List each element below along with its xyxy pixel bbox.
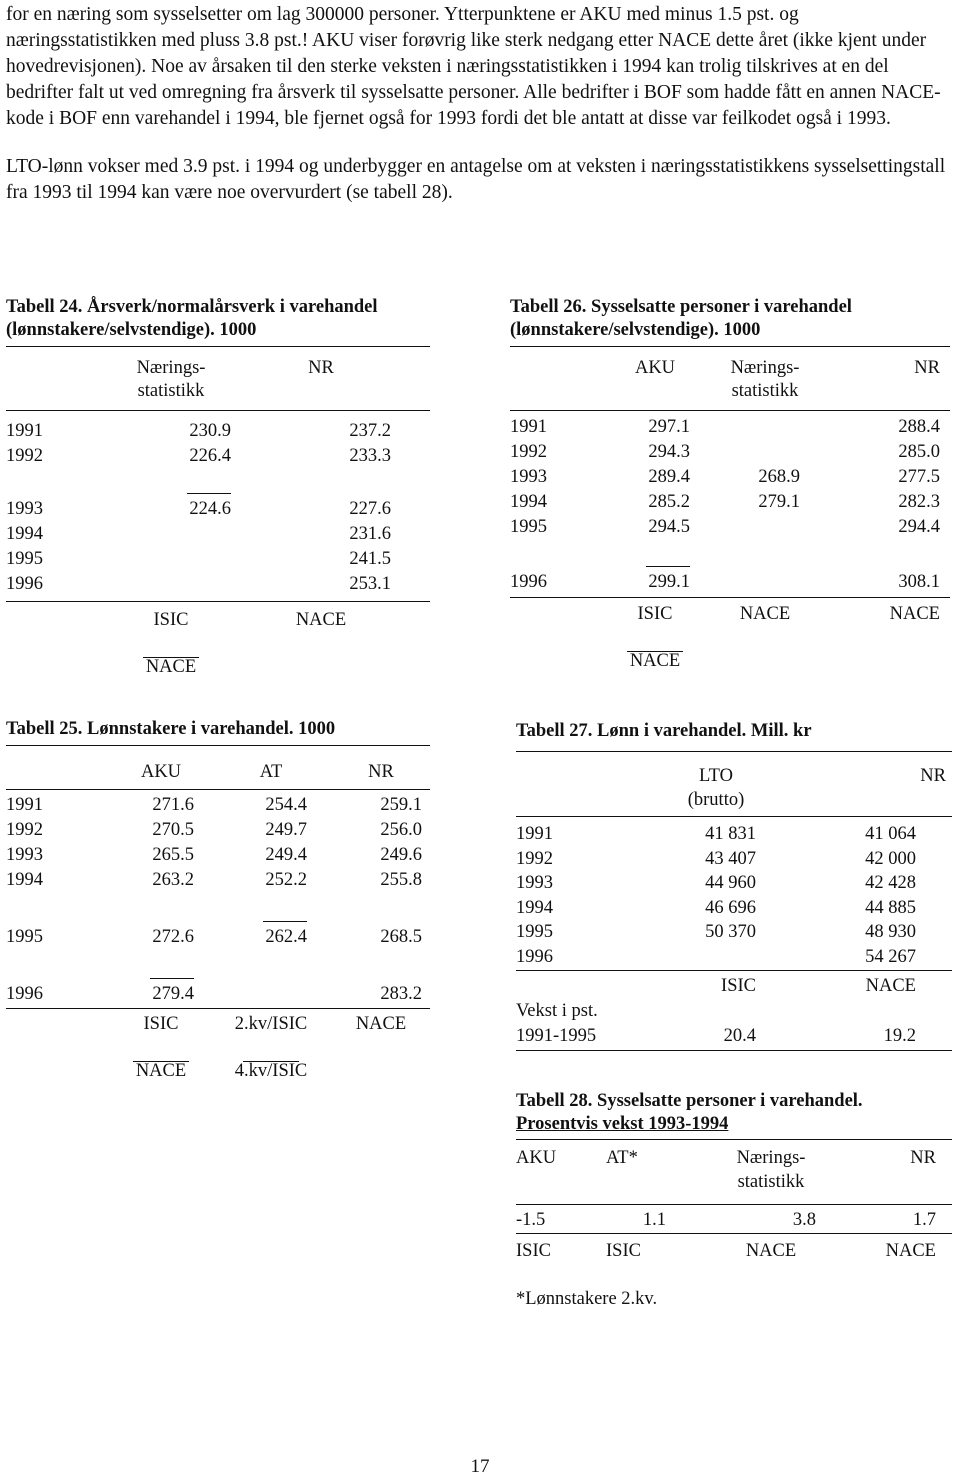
- table-28-values: -1.5 1.1 3.8 1.7: [516, 1210, 936, 1230]
- table-row: 1993: [6, 499, 43, 519]
- table-28-note: *Lønnstakere 2.kv.: [516, 1289, 658, 1309]
- table-row: 1993: [6, 845, 43, 865]
- table-25-footer: ISIC 2.kv/ISIC NACE NACE 4.kv/ISIC: [6, 1012, 430, 1084]
- table-row: 1993: [510, 467, 547, 487]
- table-row: 1995: [510, 517, 547, 537]
- table-27-footer: ISIC NACE Vekst i pst. 1991-1995 20.4 19.2: [516, 974, 952, 1049]
- table-28-header: AKU AT* Nærings- statistikk NR: [516, 1148, 936, 1192]
- table-26-header: AKU Nærings- statistikk NR: [634, 358, 940, 401]
- table-25-body: 1991 271.6 254.4 259.1 1992 270.5 249.7 256.0 1993 265.5 249.4 249.6 1994 263.2 252.2 255.8 1995 272.6 262.4 268.5 1996 279.4 283.2: [6, 793, 430, 1007]
- table-row: 1992: [6, 446, 43, 466]
- table-row: 1991: [510, 417, 547, 437]
- table-24-header: Nærings- statistikk NR: [136, 358, 334, 401]
- table-26-footer: ISIC NACE NACE NACE: [510, 602, 950, 674]
- table-27-title: Tabell 27. Lønn i varehandel. Mill. kr: [516, 721, 812, 741]
- table-row: 1992: [510, 442, 547, 462]
- table-27: [516, 720, 952, 1051]
- table-24-title: Tabell 24. Årsverk/normalårsverk i varehandel (lønnstakere/selvstendige). 1000: [6, 297, 378, 340]
- table-26-title: Tabell 26. Sysselsatte personer i varehandel (lønnstakere/selvstendige). 1000: [510, 297, 852, 340]
- table-25: [6, 718, 430, 1084]
- table-row: 1991: [516, 824, 553, 844]
- table-row: 1992: [6, 820, 43, 840]
- table-24-body: 1991 230.9 237.2 1992 226.4 233.3 1993 224.6 227.6 1994 231.6 1995 241.5 1996 253.1: [6, 419, 430, 597]
- growth-period: 1991-1995: [516, 1026, 597, 1046]
- table-row: 1993: [516, 873, 553, 893]
- intro-text: [6, 2, 951, 206]
- table-row: 1991: [6, 795, 43, 815]
- table-row: 1994: [516, 897, 553, 918]
- table-24: [6, 296, 430, 680]
- table-28-title: Tabell 28. Sysselsatte personer i varehandel. Prosentvis vekst 1993-1994: [516, 1091, 863, 1134]
- table-row: 1991: [6, 421, 43, 441]
- table-27-header: LTO (brutto) NR: [687, 766, 946, 810]
- table-25-title: Tabell 25. Lønnstakere i varehandel. 1000: [6, 719, 336, 739]
- table-row: 1994: [6, 870, 43, 890]
- table-row: 1995: [6, 549, 43, 569]
- table-25-header: AKU AT NR: [140, 762, 394, 782]
- table-27-body: 1991 41 831 41 064 1992 43 407 42 000 1993 44 960 42 428 1994 46 696 44 885 1995 50 370 48 930 1996 54 267: [516, 822, 952, 969]
- table-row: 1996: [6, 984, 43, 1004]
- table-row: 1994: [6, 524, 43, 544]
- growth-label: Vekst i pst.: [516, 1001, 598, 1021]
- table-28: [516, 1090, 952, 1310]
- table-row: 1996: [516, 946, 553, 967]
- table-26-body: 1991 297.1 288.4 1992 294.3 285.0 1993 289.4 268.9 277.5 1994 285.2 279.1 282.3 1995 294.5 294.4 1996 299.1 308.1: [510, 415, 950, 595]
- table-row: 1992: [516, 848, 553, 869]
- table-row: 1995: [516, 922, 553, 942]
- table-row: 1994: [510, 492, 547, 512]
- table-24-footer: ISIC NACE NACE: [6, 608, 430, 680]
- intro-paragraph-1: for en næring som sysselsetter om lag 300000 personer. Ytterpunktene er AKU med minus 1.5 pst. og næringsstatistikken med pluss 3.8 pst.! AKU viser forøvrig like sterk nedgang etter NACE dette året (ikke kjent under hovedrevisjonen). Noe av årsaken til den sterke veksten i næringsstatistikken i 1994 kan trolig tilskrives at en del bedrifter falt ut ved omregning fra årsverk til sysselsatte personer. Alle bedrifter i BOF som hadde fått en annen NACE-kode i BOF enn varehandel i 1994, ble fjernet også for 1993 fordi det ble antatt at disse var feilkodet også i 1993.: [6, 4, 941, 129]
- intro-paragraph-2: LTO-lønn vokser med 3.9 pst. i 1994 og underbygger en antagelse om at veksten i næringsstatistikkens sysselsettingstall fra 1993 til 1994 kan være noe overvurdert (se tabell 28).: [6, 156, 946, 203]
- table-row: 1995: [6, 927, 43, 947]
- table-28-footer: ISIC ISIC NACE NACE: [516, 1241, 936, 1261]
- table-26: [510, 296, 950, 674]
- table-row: 1996: [6, 574, 43, 594]
- table-row: 1996: [510, 572, 547, 592]
- page-number: 17: [470, 1456, 490, 1477]
